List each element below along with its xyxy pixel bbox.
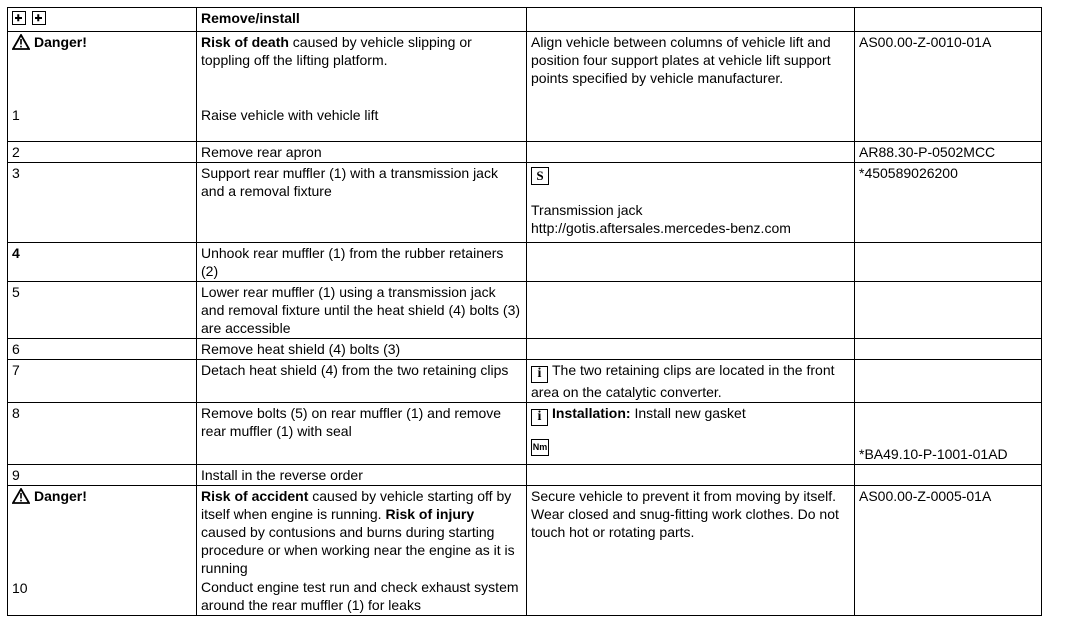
reference-cell	[855, 339, 1042, 360]
table-row	[8, 32, 1042, 142]
note-cell	[527, 142, 855, 163]
info-note: The two retaining clips are located in the front area on the catalytic converter.	[531, 362, 835, 400]
table-row	[8, 403, 1042, 465]
step-number: 3	[8, 163, 197, 243]
table-row	[8, 465, 1042, 486]
note-line-2: Wear closed and snug-fitting work clothes. Do not touch hot or rotating parts.	[531, 506, 839, 540]
tool-name: Transmission jack	[531, 202, 643, 218]
action-text: Detach heat shield (4) from the two retaining clips	[197, 360, 527, 403]
header-icons-cell	[8, 8, 197, 32]
danger-warning	[12, 34, 87, 50]
action-text: Unhook rear muffler (1) from the rubber retainers (2)	[197, 243, 527, 282]
danger-label: Danger!	[34, 34, 87, 50]
header-title: Remove/install	[197, 8, 527, 32]
info-icon[interactable]: i	[531, 366, 548, 383]
reference-link[interactable]: AS00.00-Z-0010-01A	[855, 32, 1042, 142]
action-cell	[197, 32, 527, 142]
note-line-1: Secure vehicle to prevent it from moving by itself.	[531, 488, 837, 504]
action-text: Remove rear apron	[197, 142, 527, 163]
action-text: Conduct engine test run and check exhaust system around the rear muffler (1) for leaks	[201, 579, 519, 613]
installation-label: Installation:	[552, 405, 631, 421]
table-row	[8, 243, 1042, 282]
step-number: 2	[8, 142, 197, 163]
reference-cell	[855, 403, 1042, 465]
danger-label: Danger!	[34, 488, 87, 504]
action-text: Lower rear muffler (1) using a transmission jack and removal fixture until the heat shield (4) bolts (3) are accessible	[197, 282, 527, 339]
note-cell	[527, 465, 855, 486]
step-cell	[8, 486, 197, 616]
step-number: 6	[8, 339, 197, 360]
note-cell	[527, 486, 855, 616]
danger-warning	[12, 488, 87, 504]
reference-cell	[855, 465, 1042, 486]
note-cell	[527, 339, 855, 360]
table-row	[8, 486, 1042, 616]
step-number: 10	[12, 580, 28, 596]
action-text: Support rear muffler (1) with a transmission jack and a removal fixture	[197, 163, 527, 243]
torque-nm-icon[interactable]: Nm	[531, 439, 549, 456]
reference-cell	[855, 360, 1042, 403]
note-cell	[527, 243, 855, 282]
risk-text: caused by vehicle slipping or toppling off the lifting platform.	[201, 34, 472, 68]
expand-all-icon[interactable]	[12, 11, 26, 25]
note-cell	[527, 282, 855, 339]
header-empty-note	[527, 8, 855, 32]
special-tool-icon[interactable]: S	[531, 167, 549, 185]
header-row	[8, 8, 1042, 32]
table-row	[8, 282, 1042, 339]
info-icon[interactable]: i	[531, 409, 548, 426]
action-text: Install in the reverse order	[197, 465, 527, 486]
installation-note: Install new gasket	[630, 405, 746, 421]
table-row	[8, 360, 1042, 403]
reference-link[interactable]: AS00.00-Z-0005-01A	[855, 486, 1042, 616]
note-cell	[527, 403, 855, 465]
action-text: Remove bolts (5) on rear muffler (1) and remove rear muffler (1) with seal	[197, 403, 527, 465]
note-cell: Align vehicle between columns of vehicle lift and position four support plates at vehicle lift support points specified by vehicle manufacturer.	[527, 32, 855, 142]
risk-text: caused by vehicle starting off by itself when engine is running.	[201, 488, 512, 522]
step-number: 4	[8, 243, 197, 282]
step-number: 9	[8, 465, 197, 486]
step-number: 1	[12, 107, 20, 123]
collapse-all-icon[interactable]	[32, 11, 46, 25]
header-empty-ref	[855, 8, 1042, 32]
reference-cell	[855, 243, 1042, 282]
warning-triangle-icon	[12, 488, 30, 504]
step-number: 5	[8, 282, 197, 339]
risk-title-2: Risk of injury	[385, 506, 475, 522]
reference-link[interactable]: *BA49.10-P-1001-01AD	[859, 446, 1008, 462]
action-text: Remove heat shield (4) bolts (3)	[197, 339, 527, 360]
note-cell	[527, 163, 855, 243]
risk-title: Risk of death	[201, 34, 289, 50]
risk-text-2: caused by contusions and burns during starting procedure or when working near the engine as it is running	[201, 524, 515, 576]
reference-cell	[855, 282, 1042, 339]
reference-link[interactable]: *450589026200	[855, 163, 1042, 243]
step-number: 7	[8, 360, 197, 403]
note-cell	[527, 360, 855, 403]
action-text: Raise vehicle with vehicle lift	[201, 107, 379, 123]
table-row	[8, 142, 1042, 163]
table-row	[8, 339, 1042, 360]
tool-url-link[interactable]: http://gotis.aftersales.mercedes-benz.com	[531, 220, 791, 236]
action-cell	[197, 486, 527, 616]
reference-link[interactable]: AR88.30-P-0502MCC	[855, 142, 1042, 163]
step-cell	[8, 32, 197, 142]
step-number: 8	[8, 403, 197, 465]
procedure-table	[7, 7, 1042, 616]
warning-triangle-icon	[12, 34, 30, 50]
risk-title: Risk of accident	[201, 488, 309, 504]
table-row	[8, 163, 1042, 243]
